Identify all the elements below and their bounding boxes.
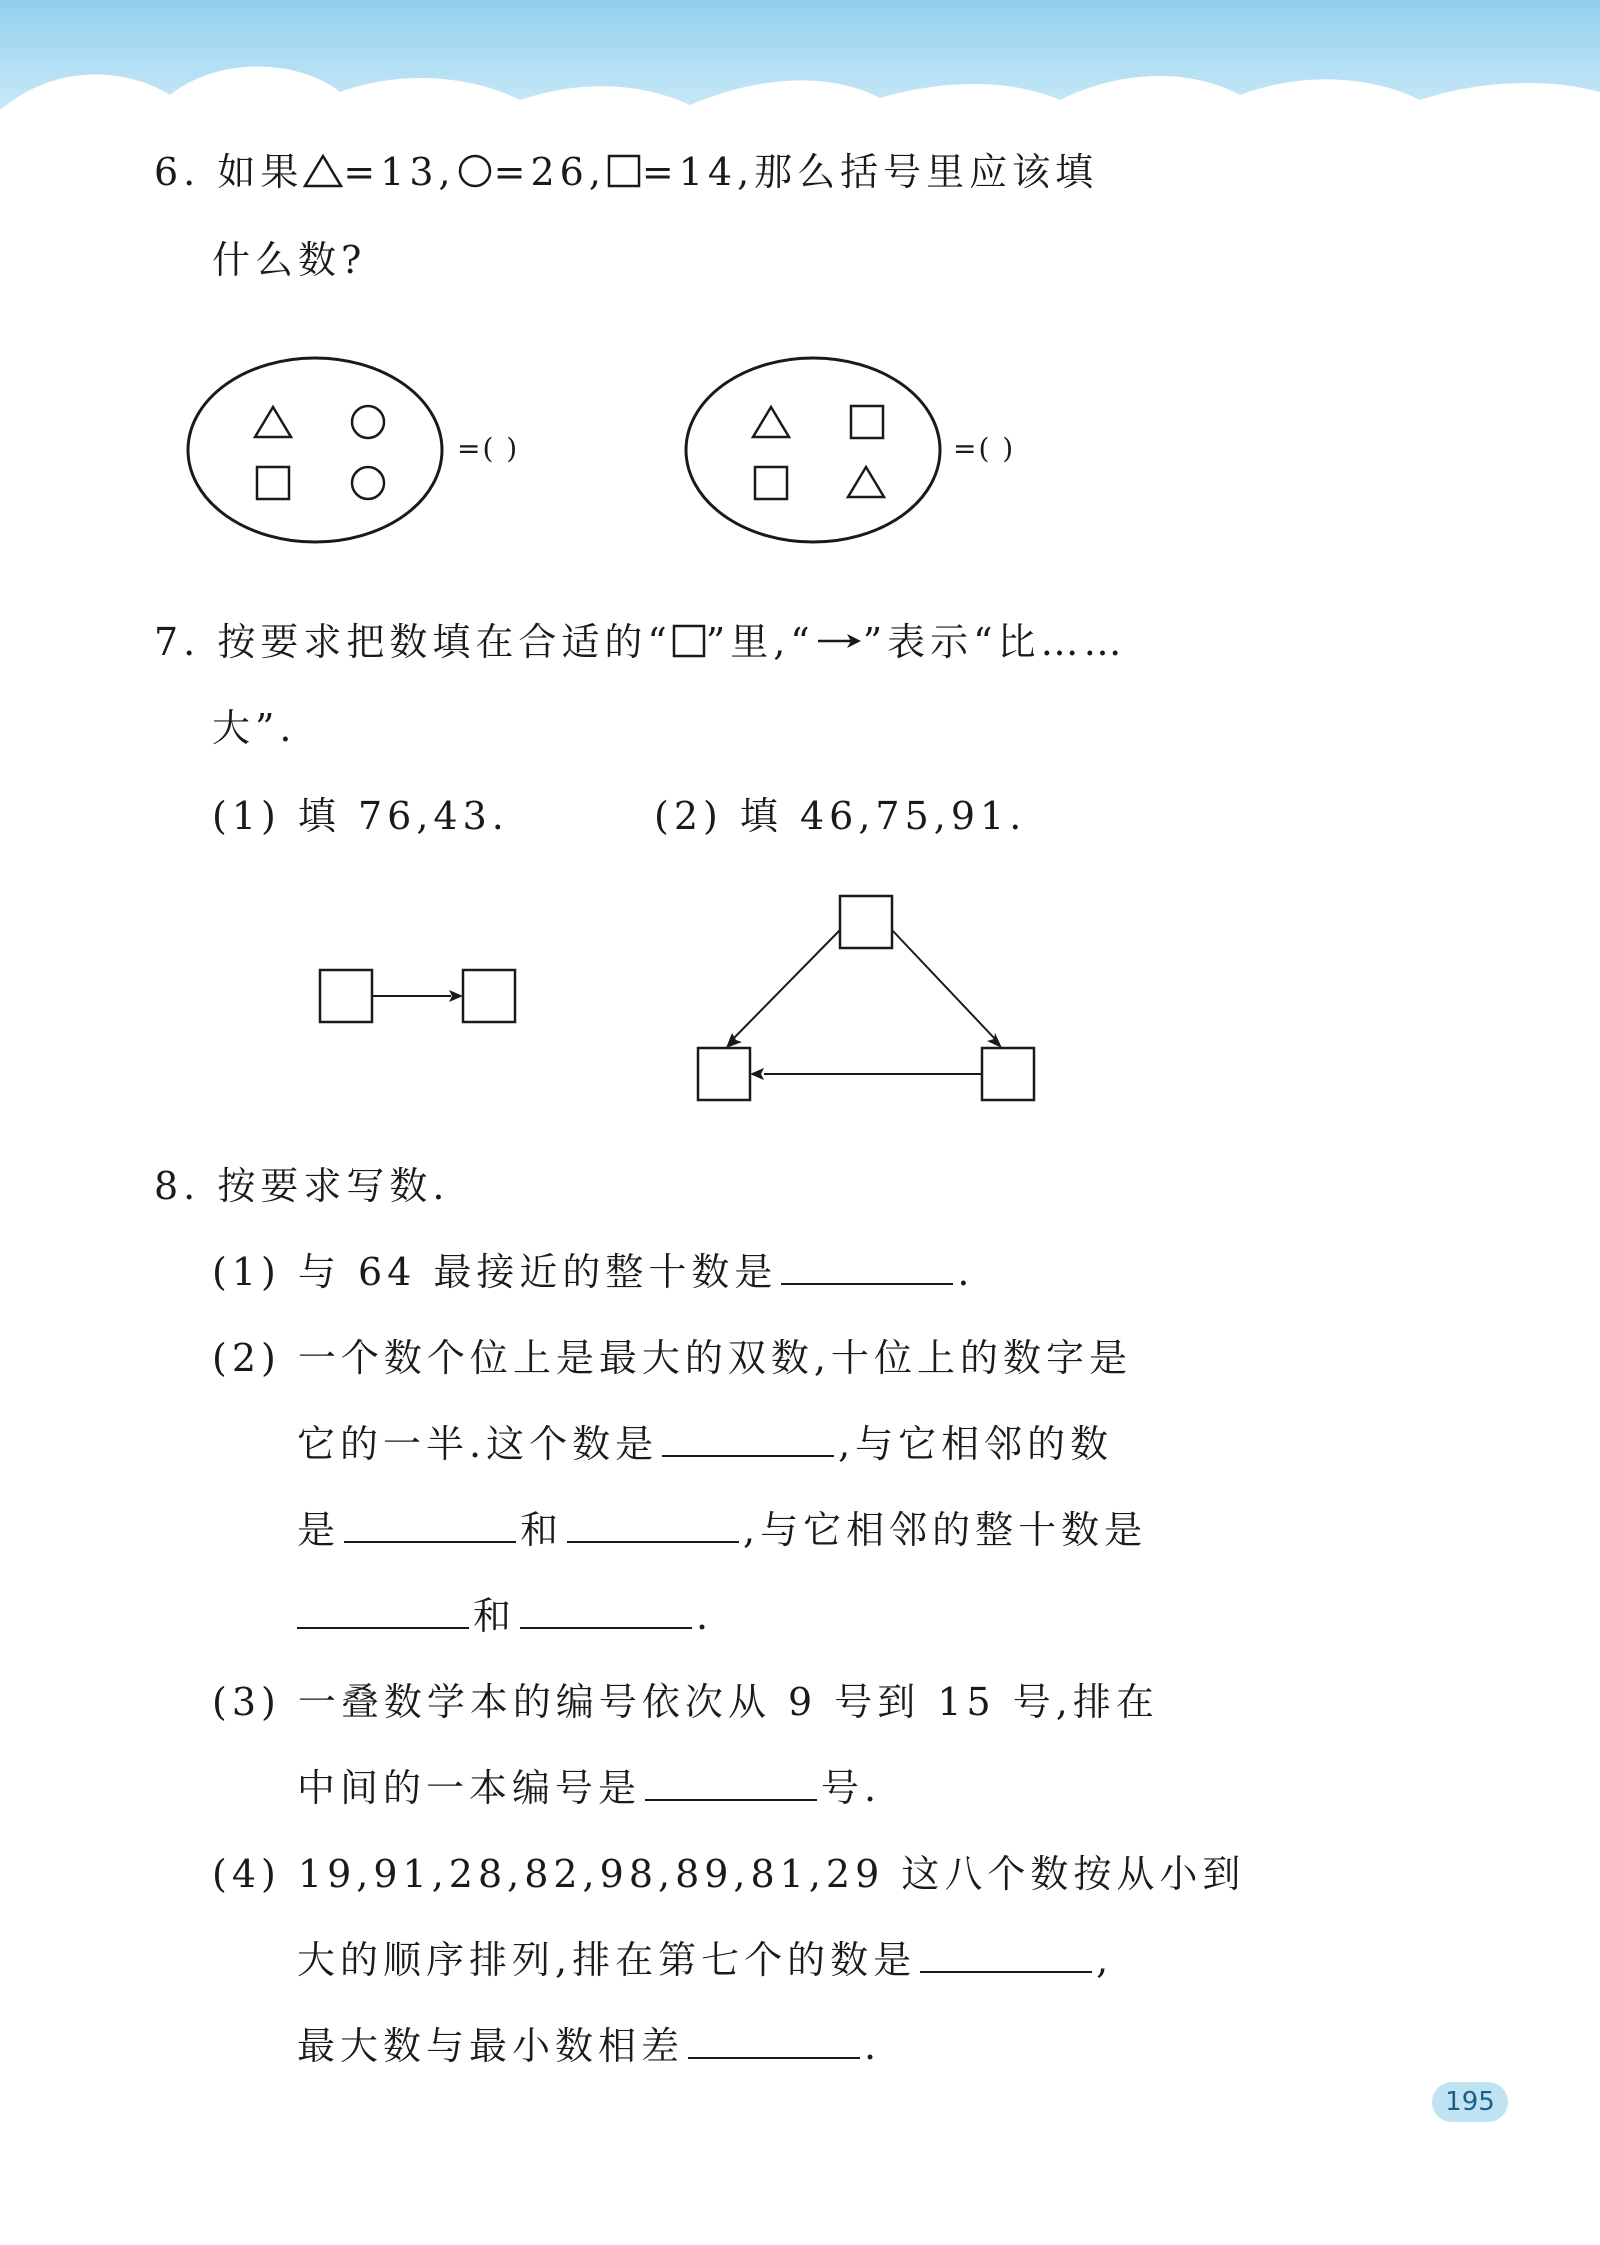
answer-blank[interactable] bbox=[920, 1939, 1092, 1973]
q8-p2-text: 是 bbox=[297, 1508, 341, 1552]
square-icon bbox=[606, 153, 642, 189]
square-icon bbox=[755, 467, 787, 499]
page-number: 195 bbox=[1432, 2082, 1508, 2122]
q7-part1-label: (1) 填 76,43. bbox=[212, 794, 509, 838]
q6-ellipse-right bbox=[683, 355, 953, 550]
answer-blank[interactable] bbox=[567, 1509, 739, 1543]
q8-p2-text: 和 bbox=[473, 1594, 517, 1638]
q6-line1 bbox=[154, 148, 1098, 196]
q8-p1-text: (1) 与 64 最接近的整十数是 bbox=[212, 1250, 778, 1294]
answer-blank[interactable] bbox=[297, 1595, 469, 1629]
q8-p3-text: 号. bbox=[821, 1766, 882, 1810]
q7-figure-1 bbox=[315, 965, 520, 1027]
q7-text-suffix: ”表示“比…… bbox=[862, 620, 1127, 664]
circle-icon bbox=[352, 467, 384, 499]
q8-p4-text: . bbox=[864, 2024, 882, 2068]
q8-p1-end: . bbox=[957, 1250, 975, 1294]
q8-title: 8. 按要求写数. bbox=[154, 1164, 450, 1208]
q6-square-value: =14,那么括号里应该填 bbox=[641, 150, 1099, 194]
answer-blank[interactable] bbox=[344, 1509, 516, 1543]
q8-p3-line2 bbox=[297, 1764, 881, 1812]
q8-p4-line3 bbox=[297, 2022, 881, 2070]
q8-p2-line1: (2) 一个数个位上是最大的双数,十位上的数字是 bbox=[212, 1336, 1132, 1380]
q6-ellipse-left bbox=[185, 355, 455, 550]
triangle-icon bbox=[255, 407, 291, 437]
q8-p3-text: 中间的一本编号是 bbox=[297, 1766, 642, 1810]
circle-icon bbox=[352, 406, 384, 438]
triangle-icon bbox=[753, 407, 789, 437]
q8-p4-line2 bbox=[297, 1936, 1113, 1984]
arrow-head bbox=[726, 1033, 742, 1048]
answer-blank[interactable] bbox=[645, 1767, 817, 1801]
square-icon bbox=[257, 467, 289, 499]
q8-p2-text: 和 bbox=[520, 1508, 564, 1552]
q8-p4-text: 大的顺序排列,排在第七个的数是 bbox=[297, 1938, 917, 1982]
triangle-icon bbox=[303, 153, 343, 189]
answer-box bbox=[463, 970, 515, 1022]
answer-blank[interactable] bbox=[688, 2025, 860, 2059]
q7-line2: 大”. bbox=[212, 706, 297, 750]
answer-blank[interactable] bbox=[662, 1423, 834, 1457]
arrow-head bbox=[449, 990, 463, 1002]
answer-box bbox=[320, 970, 372, 1022]
answer-box-right bbox=[982, 1048, 1034, 1100]
q8-p2-text: 它的一半.这个数是 bbox=[297, 1422, 659, 1466]
q6-answer-left: =( ) bbox=[457, 432, 520, 465]
q8-p1 bbox=[212, 1248, 975, 1296]
answer-blank[interactable] bbox=[520, 1595, 692, 1629]
q8-p2-line3 bbox=[297, 1506, 1147, 1554]
answer-blank[interactable] bbox=[781, 1251, 953, 1285]
q7-part2-label: (2) 填 46,75,91. bbox=[654, 794, 1027, 838]
triangle-icon bbox=[848, 467, 884, 497]
q6-answer-right: =( ) bbox=[953, 432, 1016, 465]
q8-p4-line1: (4) 19,91,28,82,98,89,81,29 这八个数按从小到 bbox=[212, 1852, 1246, 1896]
q8-p2-text: ,与它相邻的数 bbox=[838, 1422, 1114, 1466]
q8-p2-text: . bbox=[696, 1594, 714, 1638]
answer-box-top bbox=[840, 896, 892, 948]
q6-circle-value: =26, bbox=[493, 150, 606, 194]
arrow-head bbox=[987, 1033, 1002, 1048]
q8-p2-line2 bbox=[297, 1420, 1113, 1468]
q8-p3-line1: (3) 一叠数学本的编号依次从 9 号到 15 号,排在 bbox=[212, 1680, 1159, 1724]
q7-line1 bbox=[154, 618, 1127, 666]
arrow-head bbox=[750, 1068, 764, 1080]
q6-line2: 什么数? bbox=[212, 238, 367, 282]
square-icon bbox=[672, 623, 706, 659]
arrow-right-icon bbox=[815, 623, 863, 659]
q8-p2-line4 bbox=[297, 1592, 713, 1640]
cloud-header-decoration bbox=[0, 0, 1600, 135]
answer-box-left bbox=[698, 1048, 750, 1100]
q8-p4-text: 最大数与最小数相差 bbox=[297, 2024, 685, 2068]
q7-figure-2 bbox=[690, 890, 1040, 1105]
q6-triangle-value: =13, bbox=[343, 150, 456, 194]
q8-p4-text: , bbox=[1096, 1938, 1114, 1982]
q8-p2-text: ,与它相邻的整十数是 bbox=[743, 1508, 1148, 1552]
circle-icon bbox=[456, 153, 494, 189]
square-icon bbox=[851, 406, 883, 438]
q6-text-prefix: 6. 如果 bbox=[154, 150, 304, 194]
q7-text-mid: ”里,“ bbox=[705, 620, 815, 664]
q7-text-prefix: 7. 按要求把数填在合适的“ bbox=[154, 620, 672, 664]
